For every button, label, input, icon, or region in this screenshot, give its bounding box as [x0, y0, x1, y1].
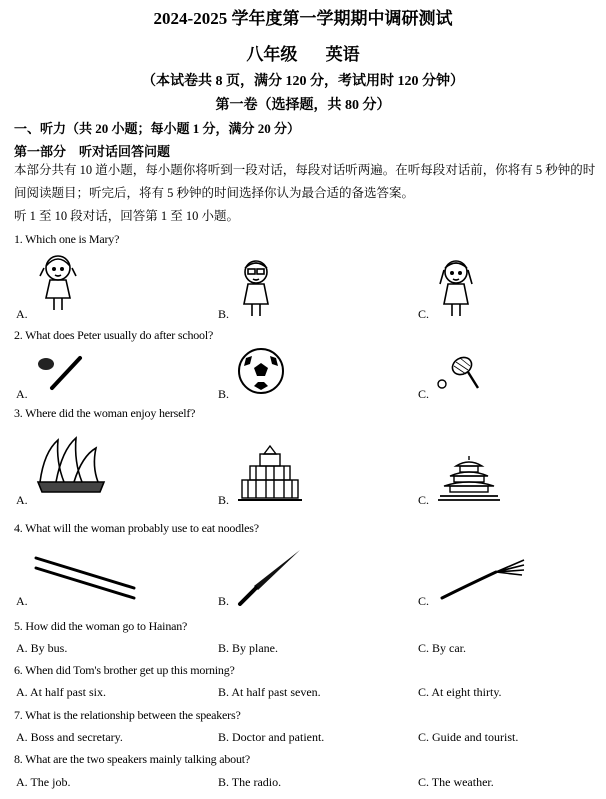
- part-heading: 第一部分 听对话回答问题: [14, 144, 171, 159]
- option-b[interactable]: B.: [218, 387, 230, 401]
- intro-line: 间阅读题目；听完后，将有 5 秒钟的时间选择你认为最合适的备选答案。: [14, 186, 415, 200]
- option-a[interactable]: A. By bus.: [16, 641, 68, 655]
- option-a[interactable]: A. The job.: [16, 775, 71, 789]
- knife-image: [236, 548, 304, 606]
- volume-title: 第一卷（选择题，共 80 分）: [215, 98, 391, 113]
- temple-of-heaven-image: [436, 454, 502, 502]
- tennis-racket-image: [436, 354, 480, 392]
- exam-note: （本试卷共 8 页，满分 120 分，考试用时 120 分钟）: [142, 74, 464, 89]
- option-b[interactable]: B.: [218, 493, 230, 507]
- question-stem: 2. What does Peter usually do after school?: [14, 328, 214, 342]
- subject-label: 英语: [325, 45, 360, 64]
- option-c[interactable]: C.: [418, 594, 430, 608]
- question-stem: 3. Where did the woman enjoy herself?: [14, 406, 196, 420]
- girl-c-image: [436, 254, 476, 318]
- question-stem: 1. Which one is Mary?: [14, 232, 120, 246]
- soccer-ball-image: [236, 346, 286, 396]
- option-a[interactable]: A.: [16, 594, 28, 608]
- baseball-bat-image: [34, 352, 84, 392]
- option-b[interactable]: B. By plane.: [218, 641, 278, 655]
- option-c[interactable]: C. Guide and tourist.: [418, 730, 519, 744]
- option-a[interactable]: A.: [16, 307, 28, 321]
- option-a[interactable]: A.: [16, 387, 28, 401]
- girl-a-image: [36, 250, 80, 312]
- ruins-of-st-paul-image: [236, 444, 304, 502]
- instruction: 听 1 至 10 段对话，回答第 1 至 10 小题。: [14, 209, 240, 223]
- option-b[interactable]: B. Doctor and patient.: [218, 730, 325, 744]
- intro-paragraph: [14, 159, 602, 205]
- option-b[interactable]: B.: [218, 307, 230, 321]
- grade-label: 八年级: [246, 45, 298, 64]
- option-c[interactable]: C. At eight thirty.: [418, 685, 502, 699]
- option-a[interactable]: A. Boss and secretary.: [16, 730, 123, 744]
- fork-image: [436, 556, 528, 602]
- option-c[interactable]: C. By car.: [418, 641, 466, 655]
- intro-line: 本部分共有 10 道小题，每小题你将听到一段对话，每段对话听两遍。在听每段对话前，你将有 5 秒钟的时: [14, 163, 596, 177]
- question-stem: 6. When did Tom's brother get up this morning?: [14, 663, 235, 677]
- option-c[interactable]: C.: [418, 387, 430, 401]
- girl-b-image: [236, 254, 276, 318]
- option-c[interactable]: C.: [418, 493, 430, 507]
- option-c[interactable]: C. The weather.: [418, 775, 494, 789]
- question-stem: 8. What are the two speakers mainly talking about?: [14, 752, 251, 766]
- option-c[interactable]: C.: [418, 307, 430, 321]
- section-heading: 一、听力（共 20 小题；每小题 1 分，满分 20 分）: [14, 121, 301, 136]
- option-a[interactable]: A.: [16, 493, 28, 507]
- question-stem: 5. How did the woman go to Hainan?: [14, 619, 188, 633]
- option-b[interactable]: B.: [218, 594, 230, 608]
- option-b[interactable]: B. At half past seven.: [218, 685, 321, 699]
- exam-title: 2024-2025 学年度第一学期期中调研测试: [153, 9, 453, 28]
- question-stem: 7. What is the relationship between the speakers?: [14, 708, 241, 722]
- grade-subject: [0, 40, 606, 65]
- sydney-opera-house-image: [34, 432, 108, 500]
- question-stem: 4. What will the woman probably use to eat noodles?: [14, 521, 259, 535]
- chopsticks-image: [34, 554, 138, 600]
- option-b[interactable]: B. The radio.: [218, 775, 282, 789]
- option-a[interactable]: A. At half past six.: [16, 685, 106, 699]
